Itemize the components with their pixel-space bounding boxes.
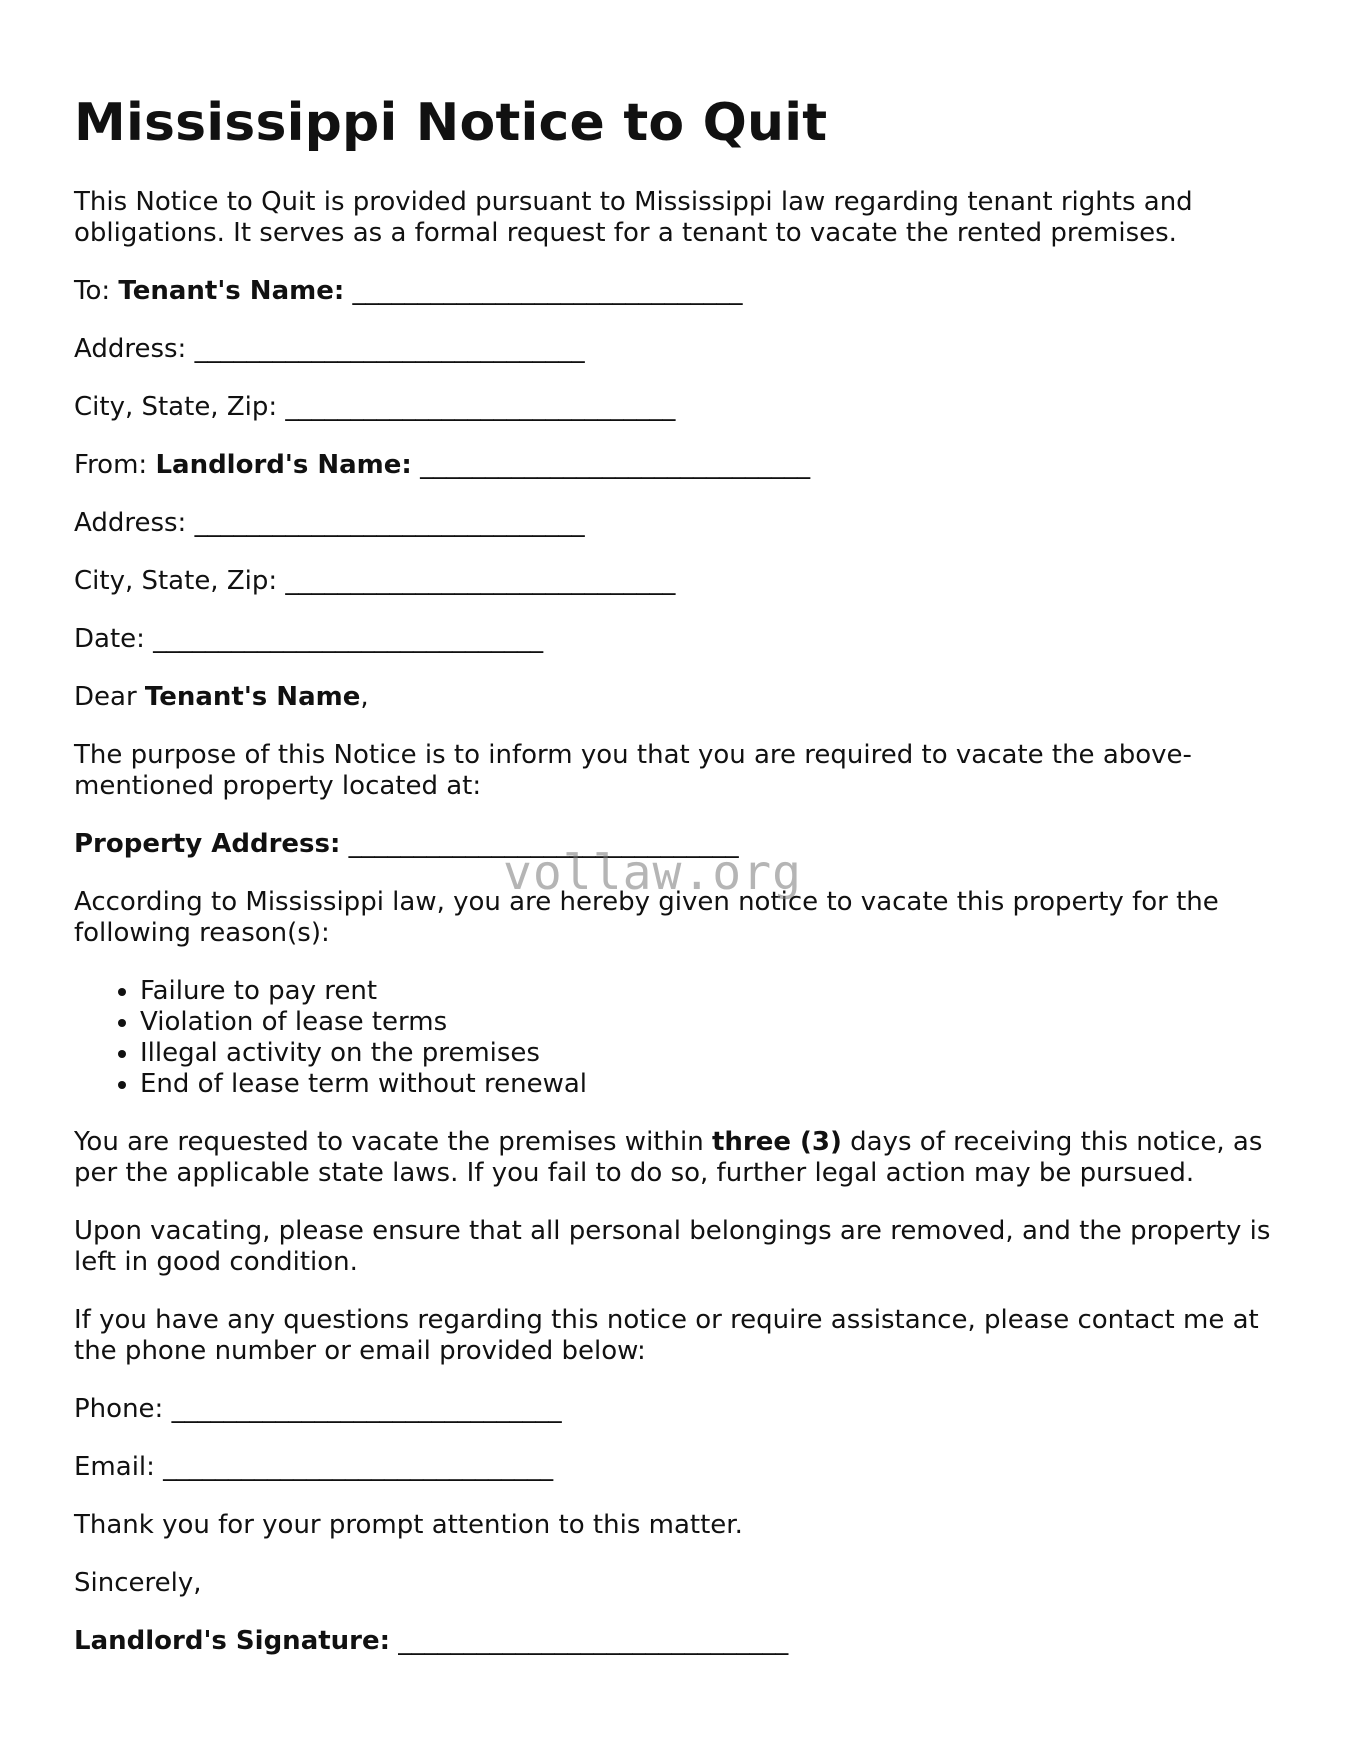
intro-paragraph: This Notice to Quit is provided pursuant to Mississippi law regarding tenant rights and obligations. It serves as a formal request for a tenant to vacate the rented premises.: [74, 187, 1193, 249]
vacate-days: three (3): [711, 1127, 842, 1158]
email-blank[interactable]: ______________________________: [163, 1452, 554, 1483]
closing-line: Sincerely,: [74, 1568, 202, 1599]
page-title: Mississippi Notice to Quit: [74, 93, 828, 153]
phone-blank[interactable]: ______________________________: [171, 1394, 562, 1425]
tenant-address-line: [74, 334, 1274, 365]
landlord-city-blank[interactable]: ______________________________: [285, 566, 676, 597]
tenant-address-blank[interactable]: ______________________________: [194, 334, 585, 365]
landlord-address-line: [74, 508, 1274, 539]
tenant-city-line: [74, 392, 1274, 423]
document-page: [74, 92, 1274, 1684]
belongings-paragraph: Upon vacating, please ensure that all personal belongings are removed, and the property is left in good condition.: [74, 1216, 1271, 1278]
phone-line: [74, 1394, 1274, 1425]
signature-line: [74, 1626, 1274, 1657]
list-item: • Failure to pay rent: [140, 976, 1274, 1007]
from-prefix: From:: [74, 450, 156, 481]
thanks-paragraph: Thank you for your prompt attention to this matter.: [74, 1510, 743, 1541]
from-landlord-line: [74, 450, 1274, 481]
vacate-text-after: days of receiving this notice, as per the applicable state laws. If you fail to do so, further legal action may be pursued.: [74, 1127, 1263, 1189]
questions-paragraph: If you have any questions regarding this notice or require assistance, please contact me at the phone number or email provided below:: [74, 1305, 1259, 1367]
property-address-line: [74, 829, 1274, 860]
landlord-name-label: Landlord's Name:: [155, 450, 412, 481]
property-address-blank[interactable]: ______________________________: [348, 829, 739, 860]
email-label: Email:: [74, 1452, 155, 1483]
greeting-line: [74, 682, 1274, 713]
greeting-name: Tenant's Name: [144, 682, 361, 713]
tenant-city-label: City, State, Zip:: [74, 392, 278, 423]
list-item: • Illegal activity on the premises: [140, 1038, 1274, 1069]
vacate-paragraph: [74, 1127, 1274, 1189]
date-label: Date:: [74, 624, 145, 655]
list-item: • End of lease term without renewal: [140, 1069, 1274, 1100]
date-blank[interactable]: ______________________________: [153, 624, 544, 655]
signature-blank[interactable]: ______________________________: [398, 1626, 789, 1657]
reason-intro-paragraph: According to Mississippi law, you are hereby given notice to vacate this property for the following reason(s):: [74, 887, 1219, 949]
signature-label: Landlord's Signature:: [74, 1626, 391, 1657]
landlord-city-label: City, State, Zip:: [74, 566, 278, 597]
to-prefix: To:: [74, 276, 119, 307]
phone-label: Phone:: [74, 1394, 164, 1425]
purpose-paragraph: The purpose of this Notice is to inform you that you are required to vacate the above-mentioned property located at:: [74, 740, 1192, 802]
watermark: vollaw.org: [503, 845, 802, 901]
tenant-address-label: Address:: [74, 334, 187, 365]
tenant-name-blank[interactable]: ______________________________: [352, 276, 743, 307]
date-line: [74, 624, 1274, 655]
tenant-name-label: Tenant's Name:: [118, 276, 345, 307]
greeting-prefix: Dear: [74, 682, 145, 713]
email-line: [74, 1452, 1274, 1483]
reasons-list: [74, 976, 1274, 1100]
to-tenant-line: [74, 276, 1274, 307]
greeting-suffix: ,: [360, 682, 369, 713]
property-address-label: Property Address:: [74, 829, 341, 860]
vacate-text-before: You are requested to vacate the premises within: [74, 1127, 712, 1158]
landlord-address-label: Address:: [74, 508, 187, 539]
list-item: • Violation of lease terms: [140, 1007, 1274, 1038]
landlord-city-line: [74, 566, 1274, 597]
landlord-address-blank[interactable]: ______________________________: [194, 508, 585, 539]
landlord-name-blank[interactable]: ______________________________: [420, 450, 811, 481]
tenant-city-blank[interactable]: ______________________________: [285, 392, 676, 423]
